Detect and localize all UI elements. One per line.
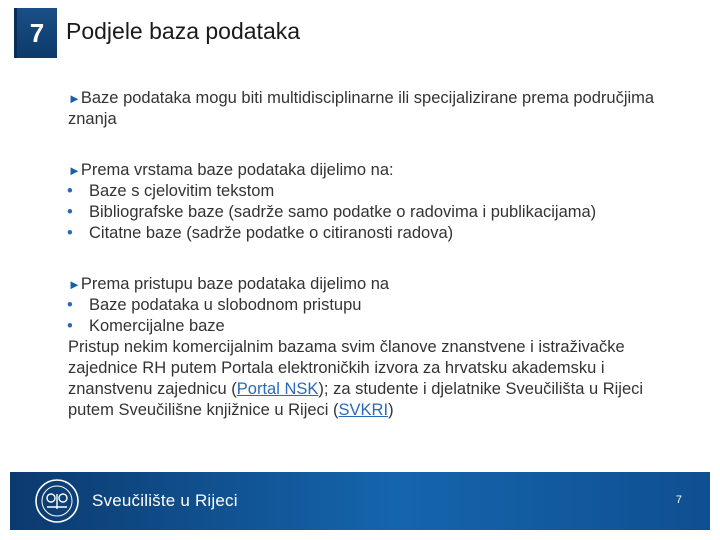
university-seal-icon <box>32 476 82 526</box>
list-item-text: Komercijalne baze <box>89 317 225 335</box>
access-lead-text: Prema pristupu baze podataka dijelimo na <box>80 275 390 293</box>
list-item-text: Bibliografske baze (sadrže samo podatke o radovima i publikacijama) <box>89 203 597 221</box>
access-note <box>68 337 688 421</box>
list-item <box>68 202 688 223</box>
type-lead-text: Prema vrstama baze podataka dijelimo na: <box>80 161 394 179</box>
access-note-text-2: ); za studente i djelatnike Sveučilišta u Rijeci putem Sveučilišne knjižnice u Rijeci ( <box>68 380 644 419</box>
intro-paragraph <box>68 88 688 130</box>
access-note-text-3: ) <box>388 401 394 419</box>
bullet-icon: • <box>67 317 73 335</box>
list-item-text: Citatne baze (sadrže podatke o citiranosti radova) <box>89 224 454 242</box>
list-item-text: Baze s cjelovitim tekstom <box>89 182 275 200</box>
slide-title: Podjele baza podataka <box>66 18 301 44</box>
university-name: Sveučilište u Rijeci <box>92 491 238 510</box>
type-lead <box>68 160 688 181</box>
access-lead <box>68 274 688 295</box>
footer-banner <box>10 472 710 530</box>
list-item <box>68 181 688 202</box>
arrow-icon: ► <box>68 277 81 292</box>
bullet-icon: • <box>67 296 73 314</box>
access-note-text-1: Pristup nekim komercijalnim bazama svim članove znanstvene i istraživačke zajednice RH putem Portala elektroničkih izvora za hrvatsku akademsku i znanstvenu zajednicu ( <box>68 338 625 398</box>
arrow-icon: ► <box>68 91 81 106</box>
bullet-icon: • <box>67 203 73 221</box>
bullet-icon: • <box>67 224 73 242</box>
svkri-link[interactable]: SVKRI <box>338 401 389 419</box>
list-item <box>68 316 688 337</box>
list-item <box>68 223 688 244</box>
intro-text: Baze podataka mogu biti multidisciplinarne ili specijalizirane prema područjima znanja <box>68 89 655 128</box>
slide-number: 7 <box>29 17 45 48</box>
bullet-icon: • <box>67 182 73 200</box>
slide-body <box>68 88 688 421</box>
slide-number-badge <box>14 8 57 58</box>
portal-nsk-link[interactable]: Portal NSK <box>236 380 319 398</box>
page-number: 7 <box>675 494 682 506</box>
list-item <box>68 295 688 316</box>
list-item-text: Baze podataka u slobodnom pristupu <box>89 296 362 314</box>
arrow-icon: ► <box>68 163 81 178</box>
